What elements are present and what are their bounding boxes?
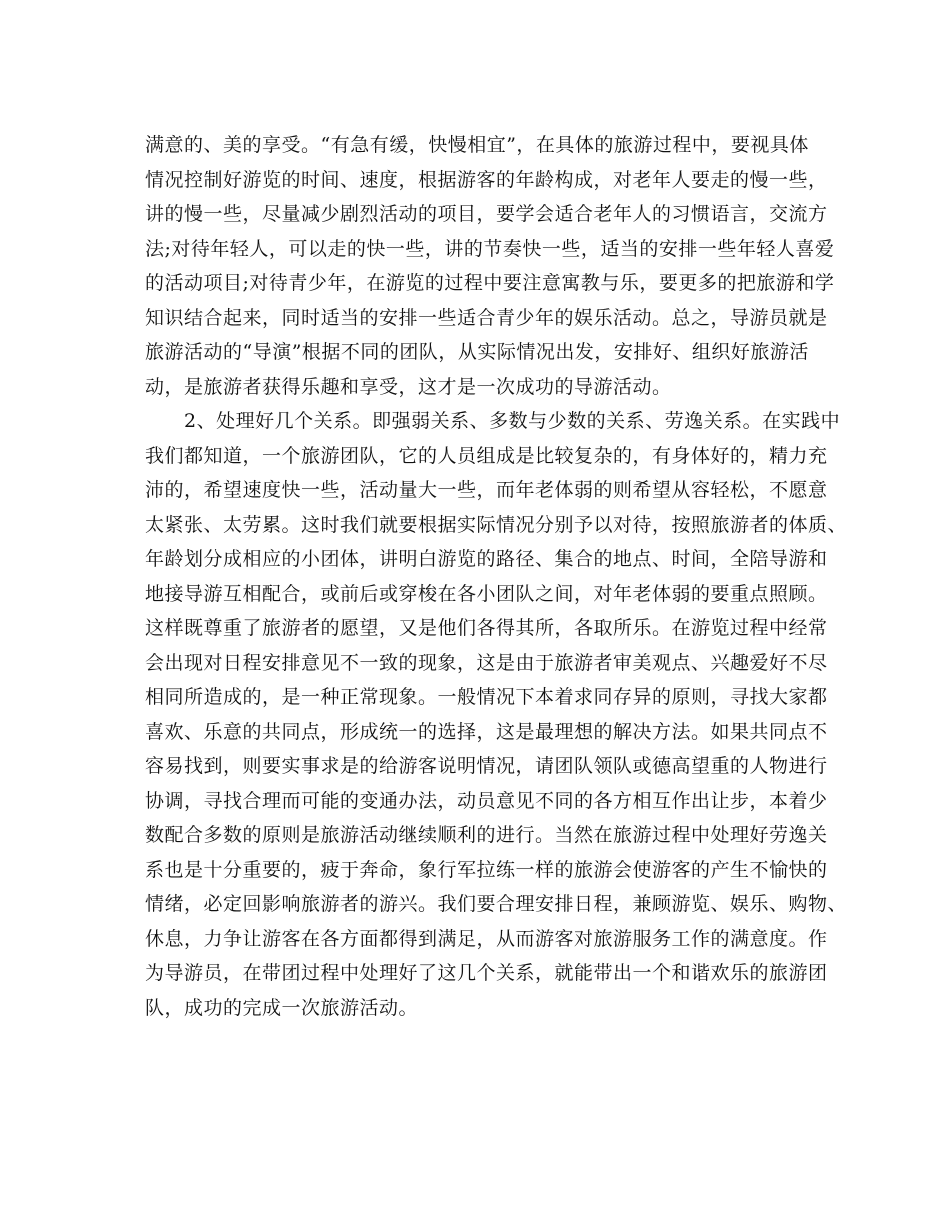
text-line: 容易找到，则要实事求是的给游客说明情况，请团队领队或德高望重的人物进行 (145, 755, 828, 777)
text-line: 这样既尊重了旅游者的愿望，又是他们各得其所，各取所乐。在游览过程中经常 (145, 617, 828, 639)
text-line: 喜欢、乐意的共同点，形成统一的选择，这是最理想的解决方法。如果共同点不 (145, 720, 828, 743)
text-line: 太紧张、太劳累。这时我们就要根据实际情况分别予以对待，按照旅游者的体质、 (145, 513, 848, 536)
text-line: 会出现对日程安排意见不一致的现象，这是由于旅游者审美观点、兴趣爱好不尽 (145, 651, 828, 674)
text-line: 队，成功的完成一次旅游活动。 (145, 996, 419, 1019)
text-line: 旅游活动的“导演”根据不同的团队，从实际情况出发，安排好、组织好旅游活 (145, 341, 809, 363)
text-line: 数配合多数的原则是旅游活动继续顺利的进行。当然在旅游过程中处理好劳逸关 (145, 824, 828, 846)
text-line: 讲的慢一些，尽量减少剧烈活动的项目，要学会适合老年人的习惯语言，交流方 (145, 203, 828, 225)
text-line: 动，是旅游者获得乐趣和享受，这才是一次成功的导游活动。 (145, 375, 672, 398)
text-line: 法;对待年轻人，可以走的快一些，讲的节奏快一些，适当的安排一些年轻人喜爱 (145, 237, 835, 260)
body-text (145, 128, 848, 1025)
text-line: 情绪，必定回影响旅游者的游兴。我们要合理安排日程，兼顾游览、娱乐、购物、 (145, 893, 848, 915)
text-line: 地接导游互相配合，或前后或穿梭在各小团队之间，对年老体弱的要重点照顾。 (145, 582, 828, 605)
text-line: 2、处理好几个关系。即强弱关系、多数与少数的关系、劳逸关系。在实践中 (145, 410, 841, 432)
text-line: 知识结合起来，同时适当的安排一些适合青少年的娱乐活动。总之，导游员就是 (145, 306, 828, 329)
text-line: 满意的、美的享受。“有急有缓，快慢相宜”，在具体的旅游过程中，要视具体 (145, 134, 809, 156)
text-line: 为导游员，在带团过程中处理好了这几个关系，就能带出一个和谐欢乐的旅游团 (145, 962, 828, 984)
text-line: 情况控制好游览的时间、速度，根据游客的年龄构成，对老年人要走的慢一些， (145, 168, 828, 191)
text-line: 我们都知道，一个旅游团队，它的人员组成是比较复杂的，有身体好的，精力充 (145, 444, 828, 467)
text-line: 系也是十分重要的，疲于奔命，象行军拉练一样的旅游会使游客的产生不愉快的 (145, 858, 828, 881)
text-line: 协调，寻找合理而可能的变通办法，动员意见不同的各方相互作出让步，本着少 (145, 789, 828, 812)
text-line: 年龄划分成相应的小团体，讲明白游览的路径、集合的地点、时间，全陪导游和 (145, 548, 828, 570)
text-line: 相同所造成的，是一种正常现象。一般情况下本着求同存异的原则，寻找大家都 (145, 686, 828, 708)
text-line: 的活动项目;对待青少年，在游览的过程中要注意寓教与乐，要更多的把旅游和学 (145, 272, 835, 294)
text-line: 沛的，希望速度快一些，活动量大一些，而年老体弱的则希望从容轻松，不愿意 (145, 479, 828, 501)
text-line: 休息，力争让游客在各方面都得到满足，从而游客对旅游服务工作的满意度。作 (145, 927, 828, 950)
